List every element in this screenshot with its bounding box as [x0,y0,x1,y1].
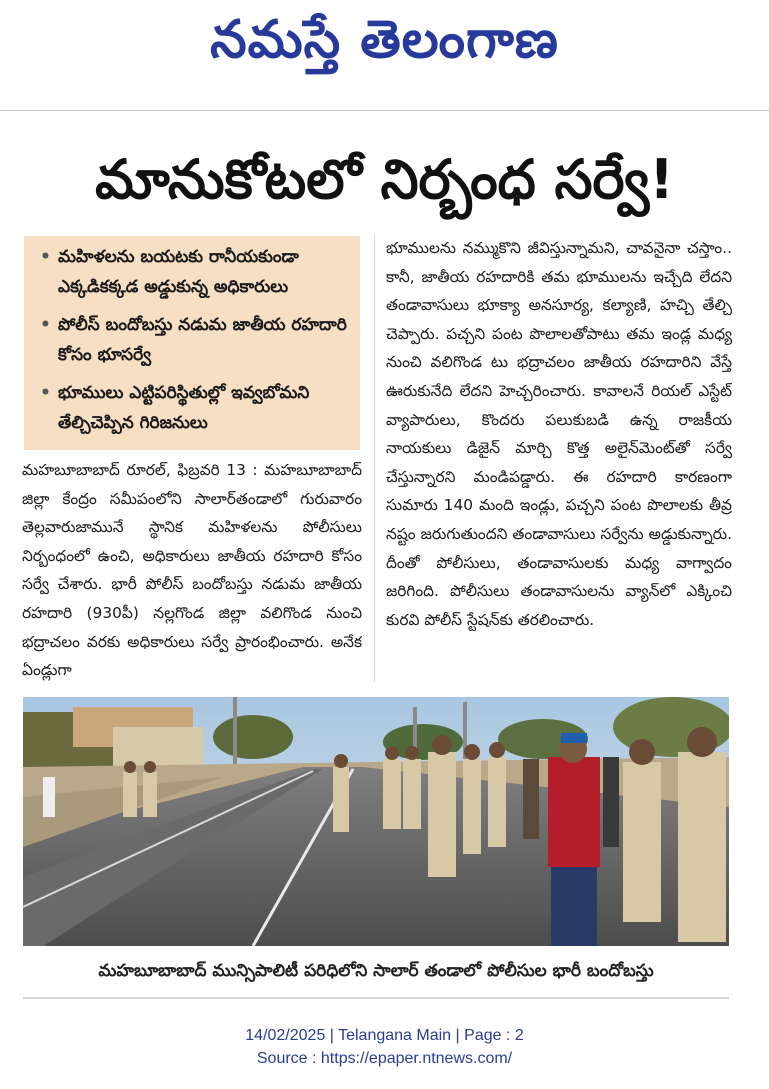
bullet-icon: • [40,383,51,403]
masthead-logo: నమస్తే తెలంగాణ [210,10,559,70]
summary-item-text: భూములు ఎట్టిపరిస్థితుల్లో ఇవ్వబోమని తేల్చిచెప్పిన గిరిజనులు [58,383,310,433]
publication-info: 14/02/2025 | Telangana Main | Page : 2 [245,1027,524,1044]
summary-item [38,378,352,438]
bullet-icon: • [40,247,51,267]
article-headline: మానుకోటలో నిర్బంధ సర్వే! [95,148,674,211]
summary-item-text: పోలీస్ బందోబస్తు నడుమ జాతీయ రహదారి కోసం భూసర్వే [58,315,347,365]
news-photo [23,697,729,946]
photo-caption: మహబూబాబాద్ మున్సిపాలిటీ పరిధిలోని సాలార్ తండాలో పోలీసుల భారీ బందోబస్తు [98,961,654,981]
summary-list [38,242,352,438]
summary-item-text: మహిళలను బయటకు రానీయకుండా ఎక్కడికక్కడ అడ్డుకున్న అధికారులు [58,247,299,297]
column-divider [374,234,375,682]
source-link[interactable]: Source : https://epaper.ntnews.com/ [256,1050,513,1067]
summary-item [38,310,352,370]
summary-item [38,242,352,302]
article-body-column-left: మహబూబాబాద్ రూరల్, ఫిబ్రవరి 13 : మహబూబాబాద్ జిల్లా కేంద్రం సమీపంలోని సాలార్‌తండాలో గురువారం తెల్లవారుజామునే స్థానిక మహిళలను పోలీసులు నిర్బంధంలో ఉంచి, అధికారులు జాతీయ రహదారి కోసం సర్వే చేశారు. భారీ పోలీస్ బందోబస్తు నడుమ జాతీయ రహదారి (930పీ) నల్లగొండ జిల్లా వలిగొండ నుంచి భద్రాచలం వరకు అధికారులు సర్వే ప్రారంభించారు. అనేక ఏండ్లుగా [22,461,362,680]
article-body-column-right: భూములను నమ్ముకొని జీవిస్తున్నామని, చావనైనా చస్తాం.. కానీ, జాతీయ రహదారికి తమ భూములను ఇచ్చేది లేదని తండావాసులు భూక్యా అనసూర్య, కల్యాణి, హచ్చి తేల్చి చెప్పారు. పచ్చని పంట పొలాలతోపాటు తమ ఇండ్ల మధ్య నుంచి వలిగొండ టు భద్రాచలం జాతీయ రహదారిని వేస్తే ఊరుకునేది లేదని హెచ్చరించారు. కావాలనే రియల్ ఎస్టేట్ వ్యాపారులు, కొందరు పలుకుబడి ఉన్న రాజకీయ నాయకులు డిజైన్ మార్చి కొత్త అలైన్‌మెంట్‌తో సర్వే చేస్తున్నారని మండిపడ్డారు. ఈ రహదారి కారణంగా సుమారు 140 మంది ఇండ్లు, పచ్చని పంట పొలాలకు తీవ్ర నష్టం జరుగుతుందని తండావాసులు సర్వేను అడ్డుకున్నారు. దీంతో పోలీసులు, తండావాసులకు మధ్య వాగ్వాదం జరిగింది. పోలీసులు తండావాసులను వ్యాన్‌లో ఎక్కించి కురవి పోలీస్ స్టేషన్‌కు తరలించారు. [386,239,732,629]
summary-box [24,236,360,450]
caption-divider [23,997,729,999]
bullet-icon: • [40,315,51,335]
masthead-divider [0,110,769,111]
